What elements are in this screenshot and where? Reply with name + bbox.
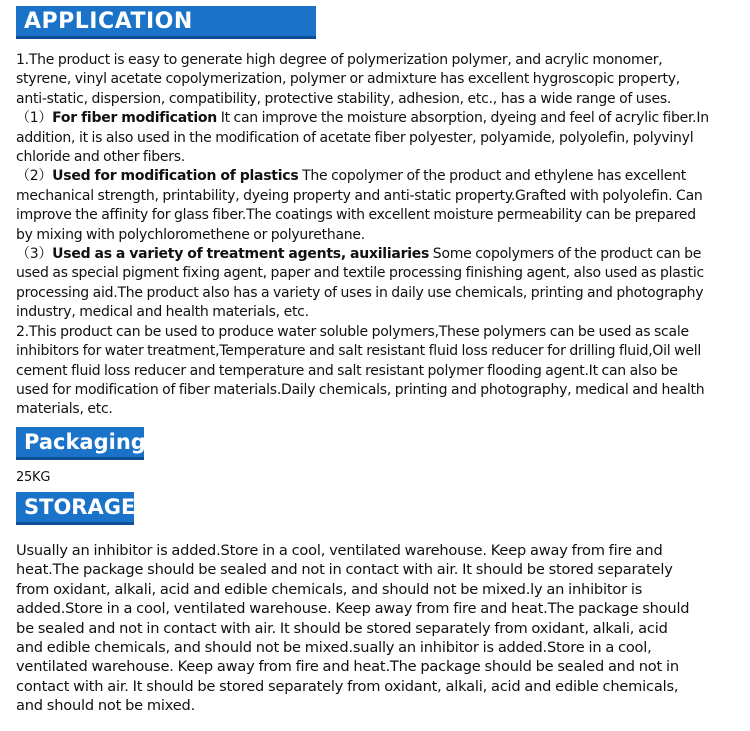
line-text: The copolymer of the product and ethylene has excellent bbox=[298, 168, 687, 185]
line-text: materials, etc. bbox=[16, 401, 113, 418]
line-text: chloride and other fibers. bbox=[16, 149, 185, 166]
application-line bbox=[16, 323, 740, 342]
line-text: mechanical strength, printability, dyeing property and anti-static property.Grafted with polyolefin. Can bbox=[16, 187, 703, 204]
application-line bbox=[16, 70, 740, 89]
application-line bbox=[16, 167, 740, 186]
storage-body bbox=[16, 541, 740, 716]
line-text: used as special pigment fixing agent, paper and textile processing finishing agent, also used as plastic bbox=[16, 265, 704, 282]
application-line bbox=[16, 284, 740, 303]
line-text: It can improve the moisture absorption, dyeing and feel of acrylic fiber.In bbox=[217, 110, 709, 127]
line-text: Some copolymers of the product can be bbox=[429, 246, 702, 263]
application-header bbox=[16, 6, 316, 39]
line-text: improve the affinity for glass fiber.The coatings with excellent moisture permeability can be prepared bbox=[16, 207, 696, 224]
application-body bbox=[16, 51, 740, 420]
line-text: 1.The product is easy to generate high degree of polymerization polymer, and acrylic monomer, bbox=[16, 52, 663, 68]
list-number: （3） bbox=[16, 246, 53, 263]
line-text: inhibitors for water treatment,Temperature and salt resistant fluid loss reducer for drilling fluid,Oil well bbox=[16, 343, 701, 360]
application-line bbox=[16, 400, 740, 419]
application-line bbox=[16, 245, 740, 264]
application-title: APPLICATION bbox=[24, 8, 193, 34]
application-line bbox=[16, 148, 740, 167]
application-line bbox=[16, 264, 740, 283]
line-text: anti-static, dispersion, compatibility, protective stability, adhesion, etc., has a wide range of uses. bbox=[16, 90, 672, 107]
packaging-title: Packaging bbox=[24, 430, 146, 454]
application-line bbox=[16, 90, 740, 109]
storage-line: be sealed and not in contact with air. It should be stored separately from oxidant, alkali, acid bbox=[16, 619, 668, 637]
application-line bbox=[16, 303, 740, 322]
line-text: addition, it is also used in the modification of acetate fiber polyester, polyamide, polyolefin, polyvinyl bbox=[16, 129, 694, 146]
application-line bbox=[16, 109, 740, 128]
storage-line: Usually an inhibitor is added.Store in a cool, ventilated warehouse. Keep away from fire and bbox=[16, 542, 663, 559]
application-line bbox=[16, 187, 740, 206]
storage-line: heat.The package should be sealed and not in contact with air. It should be stored separately bbox=[16, 561, 673, 579]
subheading: For fiber modification bbox=[52, 110, 217, 127]
list-number: （1） bbox=[16, 110, 53, 127]
list-number: （2） bbox=[16, 168, 53, 185]
line-text: industry, medical and health materials, etc. bbox=[16, 304, 309, 321]
storage-title: STORAGE bbox=[24, 495, 136, 519]
storage-line: and edible chemicals, and should not be mixed.sually an inhibitor is added.Store in a cool, bbox=[16, 639, 652, 657]
line-text: used for modification of fiber materials.Daily chemicals, printing and photography, medical and health bbox=[16, 381, 705, 398]
application-line bbox=[16, 381, 740, 400]
packaging-text: 25KG bbox=[16, 470, 51, 485]
application-line bbox=[16, 226, 740, 245]
storage-line: added.Store in a cool, ventilated warehouse. Keep away from fire and heat.The package should bbox=[16, 600, 690, 618]
application-line bbox=[16, 129, 740, 148]
line-text: processing aid.The product also has a variety of uses in daily use chemicals, printing and photography bbox=[16, 284, 704, 301]
application-line bbox=[16, 342, 740, 361]
line-text: styrene, vinyl acetate copolymerization, polymer or admixture has excellent hygroscopic property, bbox=[16, 71, 680, 88]
line-text: 2.This product can be used to produce water soluble polymers,These polymers can be used as scale bbox=[16, 323, 689, 340]
storage-header bbox=[16, 492, 134, 525]
packaging-header bbox=[16, 427, 144, 460]
application-line bbox=[16, 362, 740, 381]
storage-line: contact with air. It should be stored separately from oxidant, alkali, acid and edible chemicals, bbox=[16, 677, 679, 695]
application-line bbox=[16, 51, 740, 70]
storage-line: ventilated warehouse. Keep away from fire and heat.The package should be sealed and not in bbox=[16, 658, 679, 676]
line-text: cement fluid loss reducer and temperature and salt resistant polymer flooding agent.It can also be bbox=[16, 362, 678, 379]
packaging-body bbox=[16, 468, 740, 487]
storage-line: and should not be mixed. bbox=[16, 697, 196, 715]
subheading: Used as a variety of treatment agents, auxiliaries bbox=[52, 246, 430, 263]
application-line bbox=[16, 206, 740, 225]
subheading: Used for modification of plastics bbox=[52, 168, 299, 185]
storage-line: from oxidant, alkali, acid and edible chemicals, and should not be mixed.ly an inhibitor is bbox=[16, 580, 643, 598]
line-text: by mixing with polychloromethene or polyurethane. bbox=[16, 226, 365, 243]
